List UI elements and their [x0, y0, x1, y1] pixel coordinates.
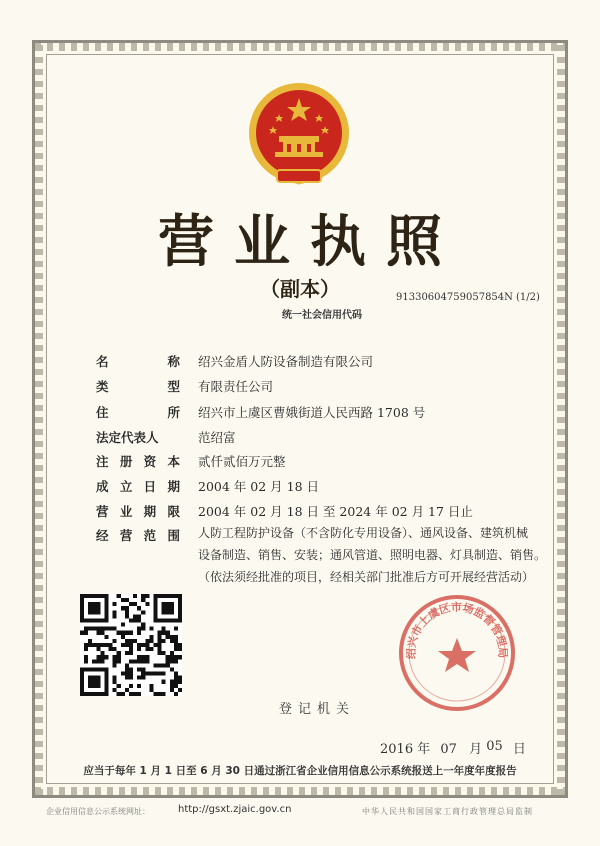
credit-code-label: 统一社会信用代码	[282, 310, 362, 321]
field-row-name	[0, 352, 600, 372]
scope-line: （依法须经批准的项目，经相关部门批准后方可开展经营活动）	[198, 570, 535, 584]
field-label: 法定代表人	[96, 430, 159, 445]
svg-text:绍兴市上虞区市场监督管理局: 绍兴市上虞区市场监督管理局	[404, 600, 510, 660]
page-indicator: (1/2)	[516, 292, 540, 303]
field-row-legal-rep	[0, 428, 600, 448]
field-label: 注 册 资 本	[96, 454, 180, 469]
scope-line: 设备制造、销售、安装；通风管道、照明电器、灯具制造、销售。	[198, 548, 547, 562]
business-scope	[198, 522, 547, 588]
field-value: 2004 年 02 月 18 日	[198, 479, 319, 494]
field-row-term	[0, 502, 600, 522]
field-label: 经 营 范 围	[96, 528, 180, 543]
footer-issuer: 中华人民共和国国家工商行政管理总局监制	[362, 807, 533, 816]
field-value: 绍兴市上虞区曹娥街道人民西路 1708 号	[198, 405, 426, 420]
annual-report-notice: 应当于每年 1 月 1 日至 6 月 30 日通过浙江省企业信用信息公示系统报送上一年度年度报告	[83, 765, 517, 777]
field-row-capital	[0, 452, 600, 472]
official-seal-icon	[396, 592, 518, 714]
national-emblem-icon	[241, 78, 357, 188]
registration-authority: 登记机关	[279, 702, 356, 717]
field-label: 营 业 期 限	[96, 504, 180, 519]
field-label: 类 型	[96, 379, 180, 394]
document-title: 营业执照	[158, 210, 462, 275]
issue-date: 2016 年 07 月 05 日	[380, 739, 526, 757]
field-value: 绍兴金盾人防设备制造有限公司	[198, 354, 374, 369]
field-label: 住 所	[96, 405, 180, 420]
field-row-type	[0, 377, 600, 397]
field-label: 名 称	[96, 354, 180, 369]
footer-label: 企业信用信息公示系统网址：	[46, 807, 150, 816]
field-value: 有限责任公司	[198, 379, 274, 394]
credit-code: 91330604759057854N	[396, 292, 513, 303]
field-label: 成 立 日 期	[96, 479, 180, 494]
field-value: 范绍富	[198, 430, 236, 445]
field-row-address	[0, 403, 600, 423]
field-value: 2004 年 02 月 18 日 至 2024 年 02 月 17 日止	[198, 504, 473, 519]
field-row-established	[0, 477, 600, 497]
scope-line: 人防工程防护设备（不含防化专用设备）、通风设备、建筑机械	[198, 526, 529, 540]
document-subtitle: （副本）	[260, 277, 340, 301]
footer-url-link[interactable]: http://gsxt.zjaic.gov.cn	[178, 804, 292, 815]
qr-code-icon[interactable]	[80, 594, 182, 696]
field-value: 贰仟贰佰万元整	[198, 454, 286, 469]
